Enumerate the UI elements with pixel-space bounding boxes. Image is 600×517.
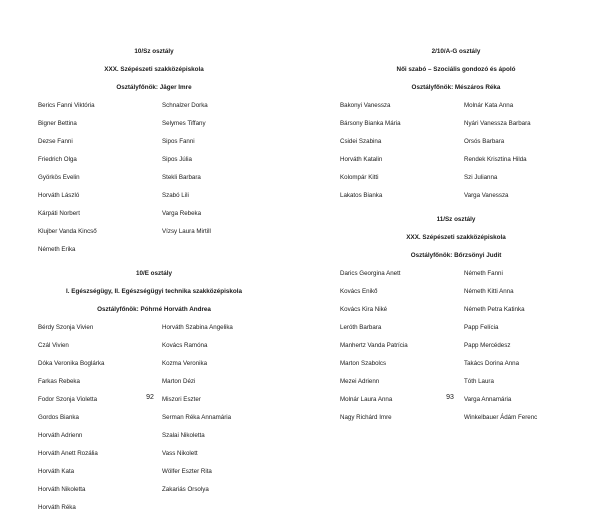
student-row <box>340 187 572 205</box>
student-row <box>340 355 572 373</box>
student-name: Papp Felícia <box>464 324 499 331</box>
left-page <box>0 0 300 511</box>
student-name: Kárpáti Norbert <box>38 210 80 217</box>
student-row <box>340 97 572 115</box>
student-row <box>340 115 572 133</box>
student-name: Fodor Szonja Violetta <box>38 396 98 403</box>
left-page-content <box>38 43 270 517</box>
student-name: Lakatos Bianka <box>340 192 383 199</box>
student-name: Horváth Kata <box>38 468 75 475</box>
student-name: Tóth Laura <box>464 378 494 385</box>
class-teacher: Osztályfőnök: Bőrzsönyi Judit <box>410 252 502 259</box>
school-name: I. Egészségügy, II. Egészségügyi technika szakközépiskola <box>66 288 242 295</box>
student-name: Mezei Adrienn <box>340 378 380 385</box>
student-name: Darics Georgina Anett <box>340 270 401 277</box>
student-name: Klujber Vanda Kincső <box>38 228 97 235</box>
student-name: Sipos Júlia <box>162 156 192 163</box>
student-name: Bérdy Szonja Vivien <box>38 324 94 331</box>
student-row <box>38 241 270 259</box>
class-section <box>38 265 270 517</box>
school-name: Női szabó – Szociális gondozó és ápoló <box>396 66 516 73</box>
class-title: 10/Sz osztály <box>134 48 174 55</box>
student-row <box>38 115 270 133</box>
student-name: Czál Vivien <box>38 342 69 349</box>
student-row <box>38 97 270 115</box>
student-name: Serman Réka Annamária <box>162 414 232 421</box>
student-name: Zakariás Orsolya <box>162 486 209 493</box>
student-row <box>340 151 572 169</box>
student-row <box>38 187 270 205</box>
student-name: Kovács Enikő <box>340 288 378 295</box>
student-name: Györkös Evelin <box>38 174 80 181</box>
student-name: Kovács Kira Niké <box>340 306 388 313</box>
student-name: Szabó Lili <box>162 192 189 199</box>
student-row <box>38 373 270 391</box>
student-name: Bigner Bettina <box>38 120 77 127</box>
student-name: Csidei Szabina <box>340 138 382 145</box>
student-name: Rendek Krisztina Hilda <box>464 156 527 163</box>
student-name: Marton Dézi <box>162 378 196 385</box>
student-row <box>38 319 270 337</box>
student-name: Kozma Veronika <box>162 360 208 367</box>
student-name: Gordos Bianka <box>38 414 79 421</box>
class-section <box>340 43 572 205</box>
page-number: 92 <box>146 394 154 401</box>
student-name: Németh Fanni <box>464 270 503 277</box>
student-name: Bársony Bianka Mária <box>340 120 401 127</box>
student-row <box>38 481 270 499</box>
student-name: Marton Szabolcs <box>340 360 387 367</box>
student-row <box>38 205 270 223</box>
school-name: XXX. Szépészeti szakközépiskola <box>406 234 506 241</box>
student-name: Szalai Nikoletta <box>162 432 205 439</box>
student-row <box>38 169 270 187</box>
student-row <box>38 133 270 151</box>
student-row <box>38 427 270 445</box>
student-name: Varga Rebeka <box>162 210 202 217</box>
student-name: Friedrich Olga <box>38 156 77 163</box>
student-name: Farkas Rebeka <box>38 378 80 385</box>
student-name: Dóka Veronika Boglárka <box>38 360 105 367</box>
right-page-content <box>340 43 572 427</box>
student-name: Orsós Barbara <box>464 138 505 145</box>
student-row <box>38 151 270 169</box>
student-row <box>38 355 270 373</box>
student-name: Molnár Laura Anna <box>340 396 393 403</box>
student-row <box>340 265 572 283</box>
class-section <box>38 43 270 259</box>
student-name: Horváth Adrienn <box>38 432 83 439</box>
student-row <box>38 445 270 463</box>
class-title: 10/E osztály <box>135 270 173 277</box>
student-name: Bakonyi Vanessza <box>340 102 391 109</box>
student-row <box>38 409 270 427</box>
student-name: Dezse Fanni <box>38 138 73 145</box>
class-title: 11/Sz osztály <box>436 216 476 223</box>
student-name: Schnalzer Dorka <box>162 102 208 109</box>
student-name: Winkelbauer Ádám Ferenc <box>464 414 538 421</box>
student-row <box>38 337 270 355</box>
student-name <box>162 241 270 259</box>
student-row <box>340 283 572 301</box>
class-teacher: Osztályfőnök: Jäger Imre <box>116 84 192 91</box>
student-name: Németh Kitti Anna <box>464 288 514 295</box>
student-row <box>340 409 572 427</box>
student-row <box>340 133 572 151</box>
student-row <box>38 463 270 481</box>
school-name: XXX. Szépészeti szakközépiskola <box>104 66 204 73</box>
student-name: Szi Julianna <box>464 174 498 181</box>
student-name: Selymes Tiffany <box>162 120 206 127</box>
student-name: Kolompár Kitti <box>340 174 379 181</box>
page-number: 93 <box>446 394 454 401</box>
student-name: Vízsy Laura Mirtill <box>162 228 211 235</box>
student-name: Nyári Vanessza Barbara <box>464 120 531 127</box>
student-name: Horváth László <box>38 192 80 199</box>
student-row <box>38 223 270 241</box>
student-name: Varga Annamária <box>464 396 512 403</box>
student-name: Horváth Katalin <box>340 156 383 163</box>
student-name: Horváth Réka <box>38 504 76 511</box>
student-name: Varga Vanessza <box>464 192 509 199</box>
student-name: Leróth Barbara <box>340 324 382 331</box>
student-name: Stekli Barbara <box>162 174 201 181</box>
student-name: Molnár Kata Anna <box>464 102 514 109</box>
student-name: Nagy Richárd Imre <box>340 414 392 421</box>
student-row <box>340 319 572 337</box>
student-name: Manhertz Vanda Patrícia <box>340 342 408 349</box>
student-name: Miszori Eszter <box>162 396 201 403</box>
student-name: Wölfer Eszter Rita <box>162 468 212 475</box>
student-name <box>162 499 270 517</box>
class-title: 2/10/A-G osztály <box>431 48 481 55</box>
student-name: Horváth Nikoletta <box>38 486 86 493</box>
student-row <box>340 373 572 391</box>
student-row <box>340 301 572 319</box>
student-name: Takács Dorina Anna <box>464 360 520 367</box>
student-name: Németh Erika <box>38 246 76 253</box>
student-name: Németh Petra Katinka <box>464 306 525 313</box>
student-row <box>340 169 572 187</box>
student-row <box>38 499 270 517</box>
class-teacher: Osztályfőnök: Póhrné Horváth Andrea <box>97 306 211 313</box>
right-page <box>300 0 600 425</box>
student-row <box>340 337 572 355</box>
student-name: Horváth Anett Rozália <box>38 450 98 457</box>
student-name: Kovács Ramóna <box>162 342 208 349</box>
class-teacher: Osztályfőnök: Mészáros Réka <box>411 84 501 91</box>
student-name: Berics Fanni Viktória <box>38 102 95 109</box>
student-name: Horváth Szabina Angelika <box>162 324 233 331</box>
student-name: Papp Mercédesz <box>464 342 511 349</box>
student-name: Vass Nikolett <box>162 450 198 457</box>
student-name: Sipos Fanni <box>162 138 195 145</box>
